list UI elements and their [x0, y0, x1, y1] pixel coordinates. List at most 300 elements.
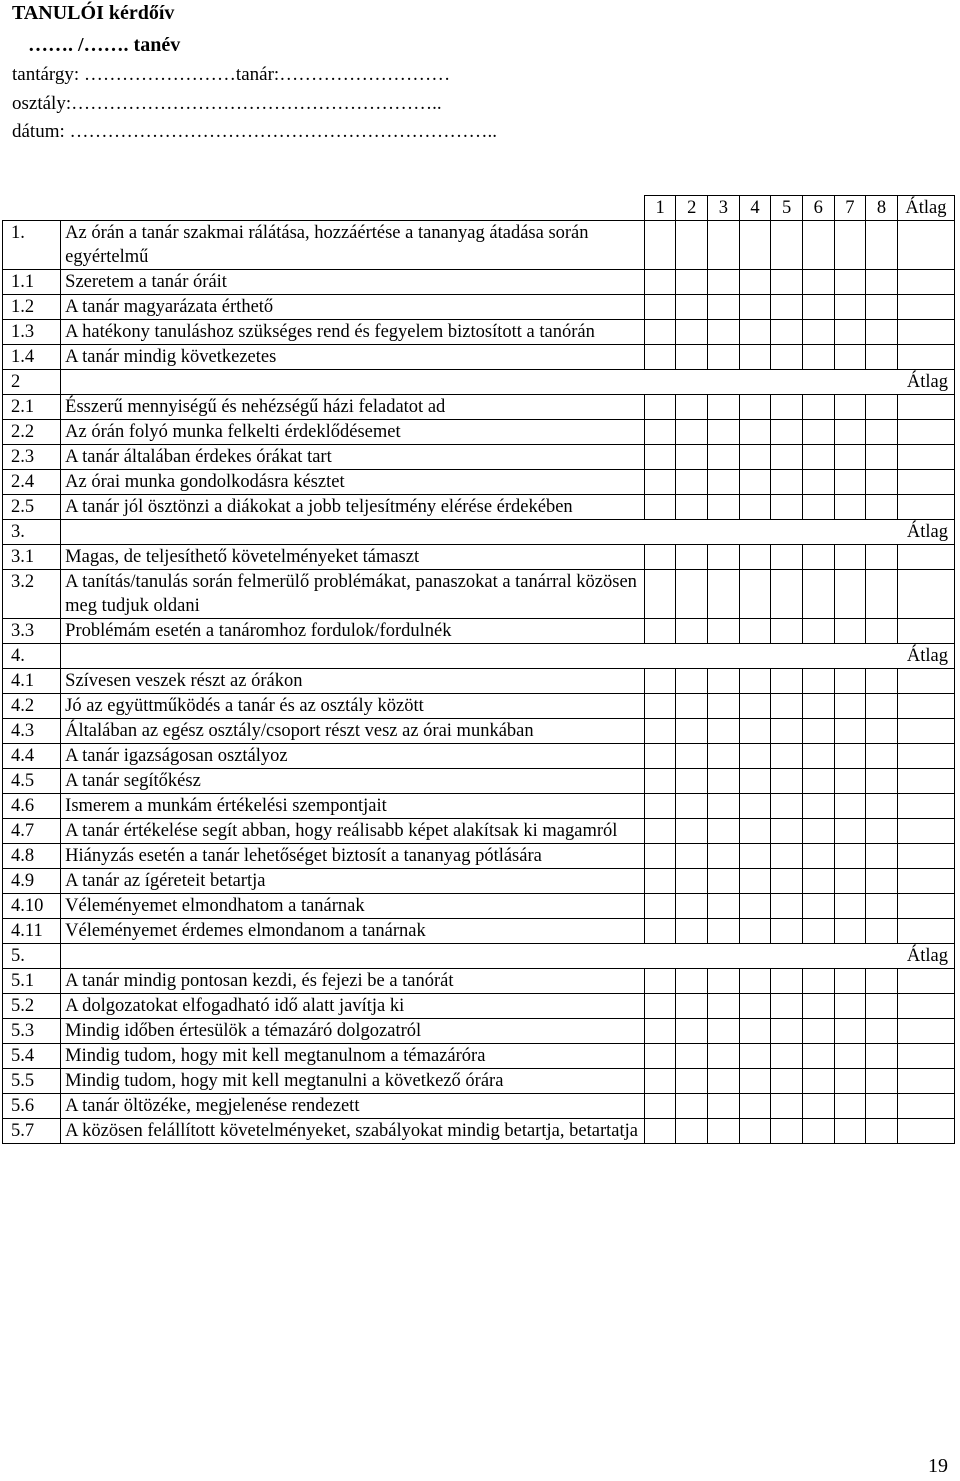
score-cell[interactable]	[771, 1044, 803, 1069]
score-cell[interactable]	[866, 994, 898, 1019]
score-cell[interactable]	[866, 619, 898, 644]
column-score-5: 5	[771, 196, 803, 221]
average-cell[interactable]	[897, 345, 954, 370]
score-cell[interactable]	[676, 1019, 708, 1044]
score-cell[interactable]	[802, 669, 834, 694]
score-cell[interactable]	[676, 669, 708, 694]
score-cell[interactable]	[708, 794, 740, 819]
score-cell[interactable]	[739, 769, 771, 794]
score-cell[interactable]	[708, 994, 740, 1019]
score-cell[interactable]	[739, 221, 771, 270]
score-cell[interactable]	[834, 1119, 866, 1144]
score-cell[interactable]	[676, 969, 708, 994]
score-cell[interactable]	[834, 769, 866, 794]
score-cell[interactable]	[834, 619, 866, 644]
score-cell[interactable]	[708, 969, 740, 994]
score-cell[interactable]	[866, 570, 898, 619]
score-cell[interactable]	[802, 345, 834, 370]
average-cell[interactable]	[897, 919, 954, 944]
average-cell[interactable]	[897, 395, 954, 420]
score-cell[interactable]	[708, 844, 740, 869]
average-cell[interactable]	[897, 894, 954, 919]
score-cell[interactable]	[834, 570, 866, 619]
score-cell[interactable]	[676, 994, 708, 1019]
score-cell[interactable]	[708, 894, 740, 919]
score-cell[interactable]	[771, 221, 803, 270]
score-cell[interactable]	[834, 819, 866, 844]
score-cell[interactable]	[708, 545, 740, 570]
score-cell[interactable]	[771, 395, 803, 420]
score-cell[interactable]	[676, 744, 708, 769]
average-cell[interactable]	[897, 1094, 954, 1119]
score-cell[interactable]	[708, 420, 740, 445]
score-cell[interactable]	[676, 1069, 708, 1094]
score-cell[interactable]	[708, 495, 740, 520]
score-cell[interactable]	[802, 570, 834, 619]
question-number: 5.4	[3, 1044, 61, 1069]
score-cell[interactable]	[802, 221, 834, 270]
score-cell[interactable]	[866, 869, 898, 894]
score-cell[interactable]	[802, 1094, 834, 1119]
score-cell[interactable]	[834, 919, 866, 944]
score-cell[interactable]	[644, 221, 676, 270]
score-cell[interactable]	[866, 420, 898, 445]
score-cell[interactable]	[866, 694, 898, 719]
question-text: A tanár igazságosan osztályoz	[61, 744, 645, 769]
score-cell[interactable]	[739, 320, 771, 345]
score-cell[interactable]	[676, 395, 708, 420]
score-cell[interactable]	[676, 619, 708, 644]
score-cell[interactable]	[739, 894, 771, 919]
score-cell[interactable]	[834, 420, 866, 445]
score-cell[interactable]	[644, 445, 676, 470]
average-cell[interactable]	[897, 270, 954, 295]
score-cell[interactable]	[834, 844, 866, 869]
average-cell[interactable]	[897, 869, 954, 894]
score-cell[interactable]	[676, 470, 708, 495]
score-cell[interactable]	[802, 694, 834, 719]
average-cell[interactable]	[897, 295, 954, 320]
score-cell[interactable]	[739, 1044, 771, 1069]
score-cell[interactable]	[802, 844, 834, 869]
score-cell[interactable]	[834, 744, 866, 769]
score-cell[interactable]	[771, 295, 803, 320]
score-cell[interactable]	[644, 819, 676, 844]
score-cell[interactable]	[739, 919, 771, 944]
average-cell[interactable]	[897, 994, 954, 1019]
score-cell[interactable]	[802, 869, 834, 894]
score-cell[interactable]	[676, 320, 708, 345]
average-cell[interactable]	[897, 969, 954, 994]
score-cell[interactable]	[708, 270, 740, 295]
score-cell[interactable]	[866, 470, 898, 495]
score-cell[interactable]	[866, 1044, 898, 1069]
score-cell[interactable]	[771, 470, 803, 495]
score-cell[interactable]	[739, 719, 771, 744]
score-cell[interactable]	[866, 1094, 898, 1119]
score-cell[interactable]	[771, 270, 803, 295]
score-cell[interactable]	[771, 1094, 803, 1119]
score-cell[interactable]	[708, 719, 740, 744]
score-cell[interactable]	[676, 894, 708, 919]
score-cell[interactable]	[676, 869, 708, 894]
score-cell[interactable]	[739, 345, 771, 370]
score-cell[interactable]	[771, 1119, 803, 1144]
score-cell[interactable]	[708, 694, 740, 719]
score-cell[interactable]	[771, 1019, 803, 1044]
question-number: 1.4	[3, 345, 61, 370]
score-cell[interactable]	[708, 1094, 740, 1119]
score-cell[interactable]	[771, 619, 803, 644]
score-cell[interactable]	[739, 1069, 771, 1094]
score-cell[interactable]	[834, 869, 866, 894]
score-cell[interactable]	[676, 221, 708, 270]
score-cell[interactable]	[644, 1044, 676, 1069]
score-cell[interactable]	[834, 545, 866, 570]
score-cell[interactable]	[708, 619, 740, 644]
score-cell[interactable]	[739, 545, 771, 570]
score-cell[interactable]	[708, 1044, 740, 1069]
average-cell[interactable]	[897, 545, 954, 570]
score-cell[interactable]	[866, 445, 898, 470]
score-cell[interactable]	[802, 545, 834, 570]
score-cell[interactable]	[644, 1069, 676, 1094]
score-cell[interactable]	[644, 844, 676, 869]
score-cell[interactable]	[834, 794, 866, 819]
score-cell[interactable]	[771, 894, 803, 919]
score-cell[interactable]	[644, 470, 676, 495]
score-cell[interactable]	[676, 270, 708, 295]
score-cell[interactable]	[644, 969, 676, 994]
score-cell[interactable]	[708, 445, 740, 470]
average-cell[interactable]	[897, 819, 954, 844]
score-cell[interactable]	[676, 345, 708, 370]
score-cell[interactable]	[771, 869, 803, 894]
score-cell[interactable]	[644, 270, 676, 295]
score-cell[interactable]	[834, 694, 866, 719]
score-cell[interactable]	[802, 420, 834, 445]
score-cell[interactable]	[834, 495, 866, 520]
score-cell[interactable]	[771, 794, 803, 819]
score-cell[interactable]	[676, 545, 708, 570]
score-cell[interactable]	[802, 894, 834, 919]
score-cell[interactable]	[866, 894, 898, 919]
average-cell[interactable]	[897, 570, 954, 619]
score-cell[interactable]	[708, 1069, 740, 1094]
score-cell[interactable]	[866, 744, 898, 769]
score-cell[interactable]	[866, 1019, 898, 1044]
score-cell[interactable]	[739, 694, 771, 719]
score-cell[interactable]	[676, 819, 708, 844]
score-cell[interactable]	[676, 1094, 708, 1119]
score-cell[interactable]	[676, 420, 708, 445]
score-cell[interactable]	[644, 395, 676, 420]
score-cell[interactable]	[708, 570, 740, 619]
score-cell[interactable]	[834, 1019, 866, 1044]
score-cell[interactable]	[834, 221, 866, 270]
column-score-4: 4	[739, 196, 771, 221]
score-cell[interactable]	[771, 969, 803, 994]
score-cell[interactable]	[771, 919, 803, 944]
score-cell[interactable]	[866, 794, 898, 819]
score-cell[interactable]	[644, 669, 676, 694]
score-cell[interactable]	[644, 919, 676, 944]
score-cell[interactable]	[708, 669, 740, 694]
score-cell[interactable]	[676, 719, 708, 744]
school-year-line: ……. /……. tanév	[28, 34, 181, 56]
question-row	[3, 270, 955, 295]
score-cell[interactable]	[644, 894, 676, 919]
score-cell[interactable]	[866, 819, 898, 844]
score-cell[interactable]	[802, 445, 834, 470]
score-cell[interactable]	[708, 1119, 740, 1144]
average-cell[interactable]	[897, 1019, 954, 1044]
score-cell[interactable]	[802, 395, 834, 420]
score-cell[interactable]	[739, 1019, 771, 1044]
score-cell[interactable]	[802, 769, 834, 794]
score-cell[interactable]	[771, 1069, 803, 1094]
question-text: Problémám esetén a tanáromhoz fordulok/fordulnék	[61, 619, 645, 644]
average-cell[interactable]	[897, 1069, 954, 1094]
score-cell[interactable]	[771, 819, 803, 844]
score-cell[interactable]	[866, 669, 898, 694]
score-cell[interactable]	[802, 495, 834, 520]
score-cell[interactable]	[676, 295, 708, 320]
score-cell[interactable]	[739, 819, 771, 844]
score-cell[interactable]	[708, 1019, 740, 1044]
score-cell[interactable]	[676, 445, 708, 470]
score-cell[interactable]	[739, 794, 771, 819]
score-cell[interactable]	[644, 719, 676, 744]
score-cell[interactable]	[866, 844, 898, 869]
score-cell[interactable]	[708, 470, 740, 495]
score-cell[interactable]	[644, 1094, 676, 1119]
score-cell[interactable]	[739, 395, 771, 420]
score-cell[interactable]	[802, 1069, 834, 1094]
question-text: A dolgozatokat elfogadható idő alatt javítja ki	[61, 994, 645, 1019]
average-cell[interactable]	[897, 320, 954, 345]
score-cell[interactable]	[802, 1119, 834, 1144]
score-cell[interactable]	[739, 1119, 771, 1144]
score-cell[interactable]	[708, 744, 740, 769]
score-cell[interactable]	[866, 395, 898, 420]
score-cell[interactable]	[644, 295, 676, 320]
score-cell[interactable]	[802, 794, 834, 819]
question-text: Mindig időben értesülök a témazáró dolgozatról	[61, 1019, 645, 1044]
score-cell[interactable]	[644, 994, 676, 1019]
score-cell[interactable]	[802, 994, 834, 1019]
score-cell[interactable]	[802, 1044, 834, 1069]
score-cell[interactable]	[866, 270, 898, 295]
section-number: 1.	[3, 221, 61, 270]
score-cell[interactable]	[866, 969, 898, 994]
score-cell[interactable]	[644, 694, 676, 719]
score-cell[interactable]	[802, 320, 834, 345]
score-cell[interactable]	[802, 1019, 834, 1044]
score-cell[interactable]	[644, 570, 676, 619]
score-cell[interactable]	[771, 769, 803, 794]
score-cell[interactable]	[708, 819, 740, 844]
date-line[interactable]: dátum: …………………………………………………………..	[12, 121, 498, 142]
score-cell[interactable]	[834, 345, 866, 370]
question-text: Véleményemet elmondhatom a tanárnak	[61, 894, 645, 919]
score-cell[interactable]	[708, 919, 740, 944]
score-cell[interactable]	[771, 420, 803, 445]
score-cell[interactable]	[644, 420, 676, 445]
score-cell[interactable]	[644, 545, 676, 570]
average-cell[interactable]	[897, 1119, 954, 1144]
column-score-1: 1	[644, 196, 676, 221]
score-cell[interactable]	[739, 295, 771, 320]
column-score-7: 7	[834, 196, 866, 221]
score-cell[interactable]	[739, 570, 771, 619]
score-cell[interactable]	[739, 744, 771, 769]
score-cell[interactable]	[676, 919, 708, 944]
question-text: Ésszerű mennyiségű és nehézségű házi feladatot ad	[61, 395, 645, 420]
average-cell[interactable]	[897, 420, 954, 445]
score-cell[interactable]	[802, 270, 834, 295]
score-cell[interactable]	[866, 545, 898, 570]
score-cell[interactable]	[834, 320, 866, 345]
score-cell[interactable]	[771, 495, 803, 520]
average-cell[interactable]	[897, 445, 954, 470]
score-cell[interactable]	[739, 619, 771, 644]
score-cell[interactable]	[708, 869, 740, 894]
score-cell[interactable]	[771, 844, 803, 869]
score-cell[interactable]	[644, 345, 676, 370]
score-cell[interactable]	[644, 744, 676, 769]
score-cell[interactable]	[802, 295, 834, 320]
score-cell[interactable]	[866, 769, 898, 794]
score-cell[interactable]	[739, 445, 771, 470]
score-cell[interactable]	[708, 320, 740, 345]
average-cell[interactable]	[897, 1044, 954, 1069]
score-cell[interactable]	[866, 345, 898, 370]
score-cell[interactable]	[708, 295, 740, 320]
average-cell[interactable]	[897, 694, 954, 719]
score-cell[interactable]	[866, 719, 898, 744]
score-cell[interactable]	[866, 495, 898, 520]
score-cell[interactable]	[739, 994, 771, 1019]
score-cell[interactable]	[771, 345, 803, 370]
score-cell[interactable]	[644, 794, 676, 819]
score-cell[interactable]	[834, 669, 866, 694]
score-cell[interactable]	[771, 669, 803, 694]
score-cell[interactable]	[834, 1069, 866, 1094]
score-cell[interactable]	[739, 495, 771, 520]
score-cell[interactable]	[834, 295, 866, 320]
score-cell[interactable]	[676, 844, 708, 869]
score-cell[interactable]	[771, 994, 803, 1019]
class-line[interactable]: osztály:…………………………………………………..	[12, 93, 442, 114]
average-cell[interactable]	[897, 794, 954, 819]
score-cell[interactable]	[739, 669, 771, 694]
score-cell[interactable]	[802, 744, 834, 769]
score-cell[interactable]	[771, 719, 803, 744]
average-cell[interactable]	[897, 844, 954, 869]
average-cell[interactable]	[897, 669, 954, 694]
score-cell[interactable]	[802, 919, 834, 944]
score-cell[interactable]	[802, 819, 834, 844]
score-cell[interactable]	[644, 869, 676, 894]
questionnaire-table	[2, 195, 955, 1144]
score-cell[interactable]	[644, 1119, 676, 1144]
average-cell[interactable]	[897, 744, 954, 769]
score-cell[interactable]	[739, 1094, 771, 1119]
score-cell[interactable]	[771, 744, 803, 769]
score-cell[interactable]	[739, 470, 771, 495]
score-cell[interactable]	[771, 570, 803, 619]
score-cell[interactable]	[676, 794, 708, 819]
score-cell[interactable]	[676, 769, 708, 794]
score-cell[interactable]	[644, 1019, 676, 1044]
score-cell[interactable]	[739, 420, 771, 445]
score-cell[interactable]	[771, 445, 803, 470]
score-cell[interactable]	[644, 769, 676, 794]
average-cell[interactable]	[897, 719, 954, 744]
score-cell[interactable]	[834, 1044, 866, 1069]
score-cell[interactable]	[834, 270, 866, 295]
score-cell[interactable]	[676, 570, 708, 619]
score-cell[interactable]	[739, 844, 771, 869]
score-cell[interactable]	[644, 495, 676, 520]
score-cell[interactable]	[834, 470, 866, 495]
score-cell[interactable]	[771, 545, 803, 570]
score-cell[interactable]	[897, 221, 954, 270]
score-cell[interactable]	[834, 445, 866, 470]
subject-teacher-line[interactable]: tantárgy: ……………………tanár:………………………	[12, 64, 451, 85]
score-cell[interactable]	[802, 470, 834, 495]
score-cell[interactable]	[739, 869, 771, 894]
score-cell[interactable]	[866, 1069, 898, 1094]
average-cell[interactable]	[897, 619, 954, 644]
score-cell[interactable]	[644, 320, 676, 345]
score-cell[interactable]	[739, 969, 771, 994]
score-cell[interactable]	[834, 719, 866, 744]
score-cell[interactable]	[866, 919, 898, 944]
score-cell[interactable]	[866, 221, 898, 270]
average-cell[interactable]	[897, 470, 954, 495]
score-cell[interactable]	[708, 221, 740, 270]
score-cell[interactable]	[834, 395, 866, 420]
score-cell[interactable]	[708, 345, 740, 370]
score-cell[interactable]	[866, 320, 898, 345]
score-cell[interactable]	[834, 894, 866, 919]
section-average-label: Átlag	[897, 520, 954, 545]
score-cell[interactable]	[739, 270, 771, 295]
score-cell[interactable]	[644, 619, 676, 644]
score-cell[interactable]	[676, 1044, 708, 1069]
score-cell[interactable]	[834, 994, 866, 1019]
score-cell[interactable]	[802, 719, 834, 744]
score-cell[interactable]	[708, 769, 740, 794]
score-cell[interactable]	[676, 495, 708, 520]
average-cell[interactable]	[897, 769, 954, 794]
score-cell[interactable]	[834, 969, 866, 994]
score-cell[interactable]	[771, 320, 803, 345]
average-cell[interactable]	[897, 495, 954, 520]
score-cell[interactable]	[771, 694, 803, 719]
score-cell[interactable]	[676, 694, 708, 719]
score-cell[interactable]	[708, 395, 740, 420]
question-text: Hiányzás esetén a tanár lehetőséget biztosít a tananyag pótlására	[61, 844, 645, 869]
score-cell[interactable]	[866, 1119, 898, 1144]
score-cell[interactable]	[834, 1094, 866, 1119]
score-cell[interactable]	[866, 295, 898, 320]
score-cell[interactable]	[676, 1119, 708, 1144]
score-cell[interactable]	[802, 619, 834, 644]
score-cell[interactable]	[802, 969, 834, 994]
